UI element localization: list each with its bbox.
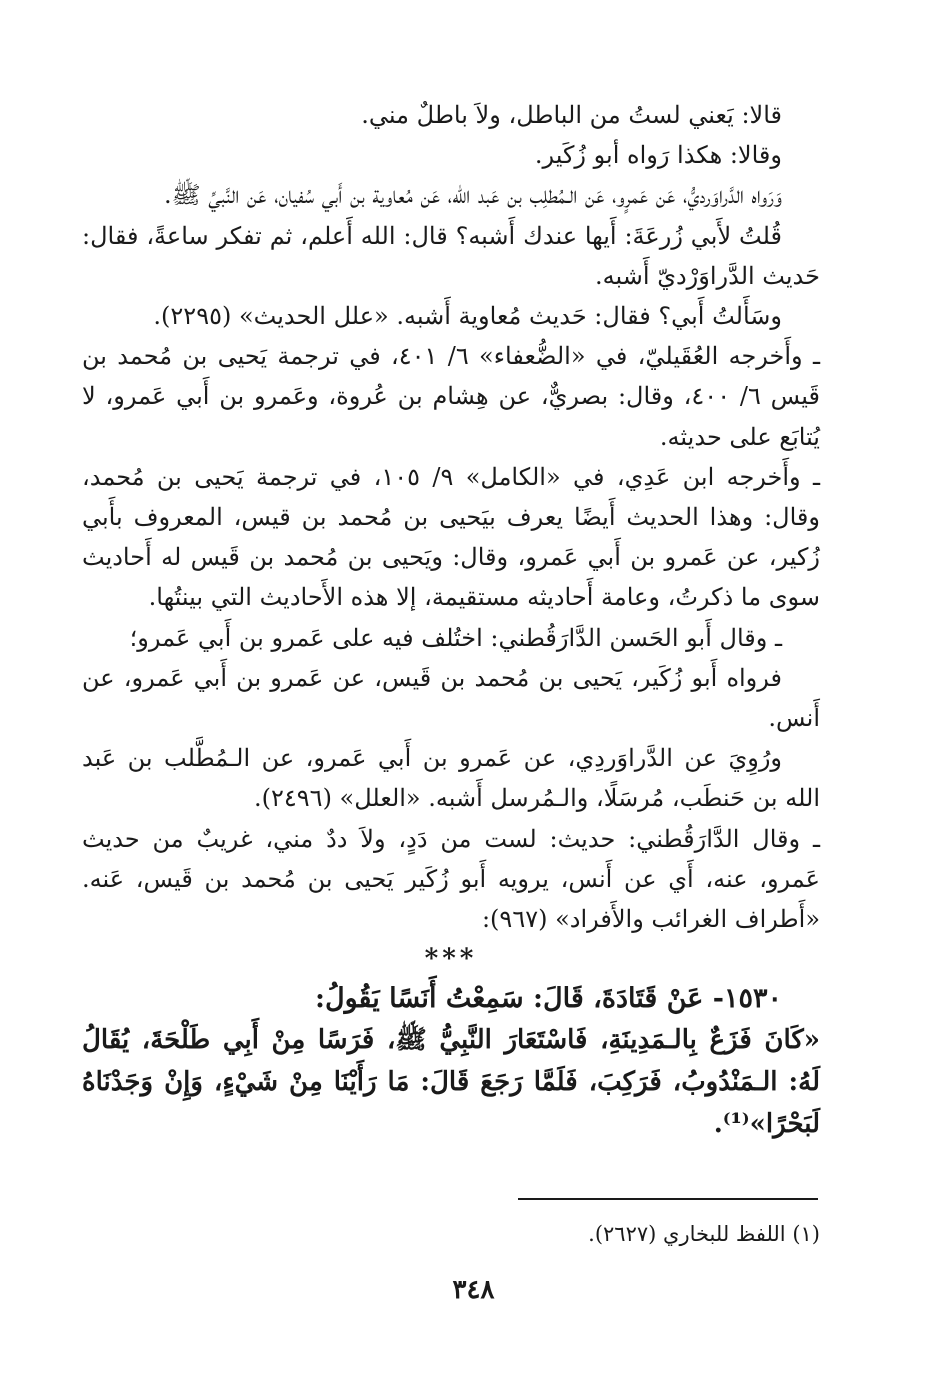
- paragraph: ـ وأَخرجه ابن عَدِي، في «الكامل» ٩/ ١٠٥، في ترجمة يَحيى بن مُحمد، وقال: وهذا الحديث أَيضًا يعرف بيَحيى بن مُحمد بن قيس، المعروف بأَبي زُكير، عن عَمرو بن أَبي عَمرو، وقال: ويَحيى بن مُحمد بن قَيس له أَحاديث سوى ما ذكرتُ، وعامة أَحاديثه مستقيمة، إلا هذه الأَحاديث التي بينتُها.: [82, 462, 820, 612]
- paragraph: ـ وقال أَبو الحَسن الدَّارَقُطني: اختُلف فيه على عَمرو بن أَبي عَمرو؛: [129, 623, 782, 652]
- paragraph: وسَأَلتُ أَبي؟ فقال: حَديث مُعاوية أَشبه. «علل الحديث» (٢٢٩٥).: [153, 302, 782, 331]
- page-number: ٣٤٨: [452, 1275, 495, 1305]
- footnote: (١) اللفظ للبخاري (٢٦٢٧).: [588, 1222, 820, 1246]
- footnote-divider: [518, 1198, 818, 1200]
- section-separator: ***: [424, 944, 478, 975]
- paragraph: قالا: يَعني لستُ من الباطل، ولاَ باطلٌ مني.: [361, 101, 782, 129]
- main-text: [82, 95, 820, 1145]
- hadith-heading: ١٥٣٠- عَنْ قَتَادَةَ، قَالَ: سَمِعْتُ أَنَسًا يَقُولُ:: [315, 983, 782, 1015]
- paragraph: قُلتُ لأَبي زُرعَةَ: أَيها عندك أَشبه؟ قال: الله أَعلم، ثم تفكر ساعةً، فقال: حَديث الدَّراوَرْديّ أَشبه.: [82, 221, 820, 290]
- paragraph: ـ وقال الدَّارَقُطني: حديث: لست من دَدٍ، ولاَ ددٌ مني، غريبٌ من حديث عَمرو، عنه، أَي عن أَنس، يرويه أَبو زُكَير يَحيى بن مُحمد بن قَيس، عَنه. «أَطراف الغرائب والأَفراد» (٩٦٧):: [82, 824, 820, 934]
- paragraph: وَرَواه الدَّراوَرديُّ، عَن عَمرٍو، عَن الـمُطلِب بن عَبد الله، عَن مُعاوية بن أَبي سُفيان، عَن النَّبيِّ ﷺ.: [164, 181, 782, 210]
- paragraph: ـ وأَخرجه العُقَيليّ، في «الضُّعفاء» ٦/ ٤٠١، في ترجمة يَحيى بن مُحمد بن قَيس ٦/ ٤٠٠، وقال: بصريٌّ، عن هِشام بن عُروة، وعَمرو بن أَبي عَمرو، لا يُتابَع على حديثه.: [82, 342, 820, 451]
- paragraph: فرواه أَبو زُكَير، يَحيى بن مُحمد بن قَيس، عن عَمرو بن أَبي عَمرو، عن أَنس.: [82, 663, 820, 733]
- paragraph: ورُوِيَ عن الدَّراوَردِي، عن عَمرو بن أَبي عَمرو، عن الـمُطَّلب بن عَبد الله بن حَنطَب، مُرسَلًا، والـمُرسل أَشبه. «العلل» (٢٤٩٦).: [82, 744, 820, 813]
- paragraph: وقالا: هكذا رَواه أبو زُكَير.: [534, 141, 782, 170]
- hadith-text: «كَانَ فَزَعٌ بِالـمَدِينَةِ، فَاسْتَعَارَ النَّبِيُّ ﷺ، فَرَسًا مِنْ أَبِي طَلْحَةَ، يُقَالُ لَهُ: الـمَنْدُوبُ، فَرَكِبَ، فَلَمَّا رَجَعَ قَالَ: مَا رَأَيْنَا مِنْ شَيْءٍ، وَإِنْ وَجَدْنَاهُ لَبَحْرًا»⁽¹⁾.: [82, 1025, 820, 1140]
